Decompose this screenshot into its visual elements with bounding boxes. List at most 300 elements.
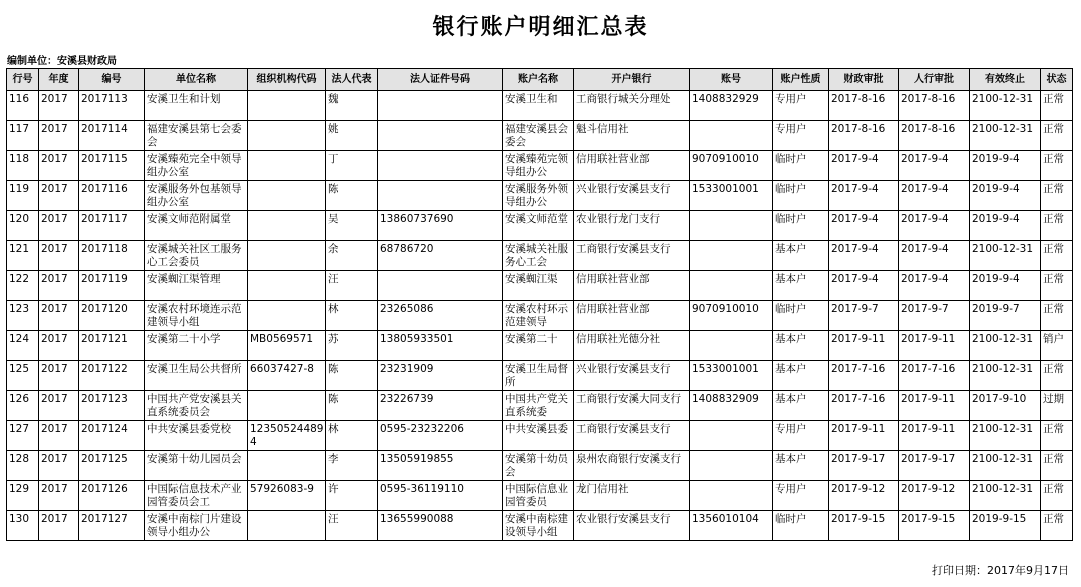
- expiry-cell: [970, 391, 1041, 421]
- legal-id-cell: [378, 451, 503, 481]
- table-row: [7, 151, 1073, 181]
- status-cell-text: 正常: [1043, 273, 1064, 285]
- expiry-cell-text: 2100-12-31: [972, 363, 1034, 375]
- status-cell: [1041, 331, 1073, 361]
- table-row: [7, 121, 1073, 151]
- expiry-cell: [970, 331, 1041, 361]
- bank-cell: [574, 241, 690, 271]
- code-cell: [79, 271, 145, 301]
- table-row: [7, 391, 1073, 421]
- bank-cell: [574, 121, 690, 151]
- row-number-text: 120: [9, 213, 30, 225]
- pboc-approval-cell-text: 2017-8-16: [901, 123, 956, 135]
- account-name-cell: [503, 361, 574, 391]
- column-header: 编号: [79, 69, 145, 91]
- year-cell-text: 2017: [41, 183, 68, 195]
- row-number-text: 127: [9, 423, 30, 435]
- account-number-cell: [690, 241, 773, 271]
- account-number-cell-text: [692, 271, 772, 273]
- legal-id-cell-text: [380, 181, 502, 183]
- bank-cell: [574, 271, 690, 301]
- code-cell-text: 2017119: [81, 273, 128, 285]
- expiry-cell-text: 2019-9-4: [972, 153, 1020, 165]
- org-code-cell: [248, 211, 326, 241]
- pboc-approval-cell-text: 2017-9-15: [901, 513, 956, 525]
- pboc-approval-cell-text: 2017-9-4: [901, 153, 949, 165]
- account-number-cell-text: 1408832929: [692, 93, 759, 105]
- unit-name-cell: [145, 271, 248, 301]
- pboc-approval-cell: [899, 241, 970, 271]
- unit-name-cell-text: 中共安溪县委党校: [147, 423, 231, 435]
- year-cell-text: 2017: [41, 243, 68, 255]
- legal-rep-cell-text: 李: [328, 453, 339, 465]
- finance-approval-cell: [829, 511, 899, 541]
- unit-name-cell: [145, 481, 248, 511]
- unit-name-cell-text: 安溪城关社区工服务心工会委员: [147, 243, 242, 268]
- row-number: [7, 301, 39, 331]
- code-cell: [79, 391, 145, 421]
- status-cell-text: 正常: [1043, 423, 1064, 435]
- code-cell: [79, 91, 145, 121]
- legal-rep-cell: [326, 301, 378, 331]
- account-number-cell-text: 1356010104: [692, 513, 759, 525]
- legal-id-cell-text: 0595-36119110: [380, 483, 464, 495]
- legal-rep-cell-text: 陈: [328, 363, 339, 375]
- account-name-cell: [503, 511, 574, 541]
- column-header: 单位名称: [145, 69, 248, 91]
- legal-id-cell: [378, 361, 503, 391]
- year-cell: [39, 181, 79, 211]
- org-code-cell-text: [250, 211, 325, 213]
- legal-id-cell: [378, 391, 503, 421]
- code-cell: [79, 151, 145, 181]
- bank-cell-text: 兴业银行安溪县支行: [576, 183, 671, 195]
- row-number: [7, 481, 39, 511]
- org-code-cell-text: [250, 271, 325, 273]
- org-code-cell: [248, 271, 326, 301]
- expiry-cell-text: 2019-9-4: [972, 183, 1020, 195]
- row-number-text: 129: [9, 483, 30, 495]
- year-cell: [39, 241, 79, 271]
- pboc-approval-cell-text: 2017-9-11: [901, 333, 956, 345]
- status-cell-text: 正常: [1043, 513, 1064, 525]
- expiry-cell: [970, 271, 1041, 301]
- legal-rep-cell-text: 姚: [328, 123, 339, 135]
- table-row: [7, 91, 1073, 121]
- unit-name-cell-text: 安溪中南棕门片建设领导小组办公: [147, 513, 242, 538]
- pboc-approval-cell: [899, 151, 970, 181]
- column-header: 开户银行: [574, 69, 690, 91]
- row-number-text: 118: [9, 153, 30, 165]
- finance-approval-cell: [829, 211, 899, 241]
- account-number-cell: [690, 91, 773, 121]
- legal-id-cell: [378, 121, 503, 151]
- unit-name-cell-text: 安溪第十幼儿园员会: [147, 453, 242, 465]
- status-cell: [1041, 271, 1073, 301]
- org-code-cell: [248, 121, 326, 151]
- status-cell-text: 销户: [1043, 333, 1064, 345]
- expiry-cell: [970, 481, 1041, 511]
- finance-approval-cell: [829, 271, 899, 301]
- column-header: 状态: [1041, 69, 1073, 91]
- expiry-cell-text: 2017-9-10: [972, 393, 1027, 405]
- table-row: [7, 361, 1073, 391]
- legal-rep-cell-text: 魏: [328, 93, 339, 105]
- expiry-cell: [970, 211, 1041, 241]
- org-code-cell: [248, 91, 326, 121]
- row-number-text: 122: [9, 273, 30, 285]
- unit-name-cell: [145, 421, 248, 451]
- legal-id-cell: [378, 241, 503, 271]
- legal-id-cell: [378, 421, 503, 451]
- year-cell: [39, 211, 79, 241]
- account-number-cell: [690, 451, 773, 481]
- legal-rep-cell-text: 林: [328, 423, 339, 435]
- account-number-cell-text: [692, 241, 772, 243]
- account-number-cell: [690, 271, 773, 301]
- code-cell: [79, 511, 145, 541]
- column-header: 财政审批: [829, 69, 899, 91]
- account-type-cell: [773, 391, 829, 421]
- org-code-cell-text: MB0569571: [250, 333, 314, 345]
- pboc-approval-cell-text: 2017-9-4: [901, 213, 949, 225]
- account-type-cell-text: 专用户: [775, 483, 807, 495]
- pboc-approval-cell: [899, 91, 970, 121]
- row-number: [7, 391, 39, 421]
- finance-approval-cell: [829, 301, 899, 331]
- row-number: [7, 181, 39, 211]
- legal-id-cell-text: [380, 121, 502, 123]
- account-type-cell: [773, 451, 829, 481]
- row-number: [7, 121, 39, 151]
- account-type-cell-text: 基本户: [775, 243, 807, 255]
- bank-cell: [574, 301, 690, 331]
- bank-cell-text: 魁斗信用社: [576, 123, 629, 135]
- unit-name-cell: [145, 121, 248, 151]
- account-name-cell-text: 安溪蜘江渠: [505, 273, 558, 285]
- column-header: 有效终止: [970, 69, 1041, 91]
- org-code-cell-text: [250, 511, 325, 513]
- status-cell: [1041, 511, 1073, 541]
- legal-rep-cell-text: 陈: [328, 393, 339, 405]
- org-code-cell-text: [250, 391, 325, 393]
- unit-name-cell-text: 安溪蜘江渠管理: [147, 273, 221, 285]
- finance-approval-cell-text: 2017-9-4: [831, 213, 879, 225]
- account-number-cell-text: 1408832909: [692, 393, 759, 405]
- expiry-cell-text: 2100-12-31: [972, 483, 1034, 495]
- finance-approval-cell-text: 2017-9-4: [831, 243, 879, 255]
- account-number-cell: [690, 211, 773, 241]
- account-type-cell: [773, 331, 829, 361]
- status-cell-text: 正常: [1043, 93, 1064, 105]
- account-type-cell-text: 基本户: [775, 393, 807, 405]
- account-number-cell: [690, 301, 773, 331]
- org-code-cell-text: [250, 91, 325, 93]
- status-cell: [1041, 391, 1073, 421]
- account-number-cell: [690, 361, 773, 391]
- pboc-approval-cell: [899, 391, 970, 421]
- year-cell: [39, 151, 79, 181]
- unit-name-cell-text: 安溪卫生和计划: [147, 93, 221, 105]
- account-name-cell: [503, 451, 574, 481]
- year-cell: [39, 421, 79, 451]
- expiry-cell: [970, 451, 1041, 481]
- row-number-text: 125: [9, 363, 30, 375]
- code-cell-text: 2017127: [81, 513, 128, 525]
- code-cell-text: 2017122: [81, 363, 128, 375]
- table-row: [7, 181, 1073, 211]
- column-header: 人行审批: [899, 69, 970, 91]
- unit-name-cell-text: 中国共产党安溪县关直系统委员会: [147, 393, 242, 418]
- bank-cell: [574, 511, 690, 541]
- bank-cell-text: 信用联社营业部: [576, 153, 650, 165]
- year-cell-text: 2017: [41, 333, 68, 345]
- row-number: [7, 151, 39, 181]
- status-cell: [1041, 151, 1073, 181]
- pboc-approval-cell-text: 2017-9-17: [901, 453, 956, 465]
- expiry-cell-text: 2100-12-31: [972, 453, 1034, 465]
- pboc-approval-cell-text: 2017-9-7: [901, 303, 949, 315]
- account-type-cell: [773, 421, 829, 451]
- account-number-cell-text: [692, 421, 772, 423]
- pboc-approval-cell: [899, 331, 970, 361]
- finance-approval-cell-text: 2017-9-11: [831, 333, 886, 345]
- column-header: 行号: [7, 69, 39, 91]
- pboc-approval-cell-text: 2017-7-16: [901, 363, 956, 375]
- bank-cell-text: 农业银行安溪县支行: [576, 513, 671, 525]
- code-cell-text: 2017121: [81, 333, 128, 345]
- unit-name-cell: [145, 451, 248, 481]
- account-type-cell: [773, 301, 829, 331]
- finance-approval-cell: [829, 151, 899, 181]
- legal-rep-cell-text: 余: [328, 243, 339, 255]
- expiry-cell: [970, 241, 1041, 271]
- account-name-cell-text: 安溪第十幼员会: [505, 453, 568, 478]
- row-number: [7, 361, 39, 391]
- account-name-cell: [503, 181, 574, 211]
- pboc-approval-cell: [899, 301, 970, 331]
- status-cell-text: 正常: [1043, 453, 1064, 465]
- pboc-approval-cell: [899, 121, 970, 151]
- org-code-cell: [248, 421, 326, 451]
- account-type-cell-text: 临时户: [775, 153, 807, 165]
- finance-approval-cell: [829, 91, 899, 121]
- legal-id-cell-text: 23265086: [380, 303, 434, 315]
- legal-rep-cell: [326, 241, 378, 271]
- row-number: [7, 511, 39, 541]
- column-header: 组织机构代码: [248, 69, 326, 91]
- org-code-cell-text: 123505244894: [250, 423, 324, 448]
- finance-approval-cell: [829, 361, 899, 391]
- legal-rep-cell: [326, 481, 378, 511]
- pboc-approval-cell-text: 2017-9-11: [901, 393, 956, 405]
- column-header: 账户性质: [773, 69, 829, 91]
- account-number-cell: [690, 391, 773, 421]
- account-name-cell-text: 中共安溪县委: [505, 423, 568, 435]
- unit-name-cell: [145, 391, 248, 421]
- account-name-cell-text: 安溪文师范堂: [505, 213, 568, 225]
- account-name-cell-text: 中国共产党关直系统委: [505, 393, 568, 418]
- row-number: [7, 91, 39, 121]
- year-cell: [39, 511, 79, 541]
- org-code-cell: [248, 391, 326, 421]
- account-number-cell-text: 1533001001: [692, 363, 759, 375]
- table-row: [7, 481, 1073, 511]
- org-code-cell: [248, 241, 326, 271]
- legal-id-cell: [378, 511, 503, 541]
- status-cell: [1041, 241, 1073, 271]
- finance-approval-cell-text: 2017-9-7: [831, 303, 879, 315]
- status-cell-text: 正常: [1043, 153, 1064, 165]
- pboc-approval-cell-text: 2017-9-11: [901, 423, 956, 435]
- status-cell-text: 正常: [1043, 123, 1064, 135]
- code-cell-text: 2017126: [81, 483, 128, 495]
- account-detail-table: [6, 68, 1073, 541]
- pboc-approval-cell-text: 2017-9-12: [901, 483, 956, 495]
- finance-approval-cell-text: 2017-9-17: [831, 453, 886, 465]
- account-name-cell-text: 安溪服务外领导组办公: [505, 183, 568, 208]
- unit-name-cell: [145, 511, 248, 541]
- account-number-cell-text: [692, 481, 772, 483]
- legal-rep-cell: [326, 391, 378, 421]
- account-number-cell: [690, 481, 773, 511]
- legal-rep-cell-text: 吴: [328, 213, 339, 225]
- bank-cell: [574, 481, 690, 511]
- status-cell: [1041, 481, 1073, 511]
- account-type-cell: [773, 511, 829, 541]
- column-header: 账户名称: [503, 69, 574, 91]
- finance-approval-cell-text: 2017-9-4: [831, 183, 879, 195]
- unit-name-cell: [145, 151, 248, 181]
- account-name-cell: [503, 421, 574, 451]
- org-code-cell: [248, 301, 326, 331]
- year-cell-text: 2017: [41, 483, 68, 495]
- legal-id-cell: [378, 181, 503, 211]
- account-type-cell-text: 临时户: [775, 213, 807, 225]
- org-code-cell: [248, 151, 326, 181]
- expiry-cell: [970, 181, 1041, 211]
- table-row: [7, 511, 1073, 541]
- row-number-text: 116: [9, 93, 30, 105]
- org-code-cell: [248, 331, 326, 361]
- pboc-approval-cell: [899, 181, 970, 211]
- account-type-cell: [773, 361, 829, 391]
- account-name-cell: [503, 151, 574, 181]
- account-name-cell-text: 安溪卫生和: [505, 93, 558, 105]
- unit-name-cell: [145, 91, 248, 121]
- pboc-approval-cell-text: 2017-9-4: [901, 183, 949, 195]
- org-code-cell: [248, 181, 326, 211]
- unit-name-cell-text: 安溪农村环境连示范建领导小组: [147, 303, 242, 328]
- year-cell-text: 2017: [41, 393, 68, 405]
- unit-name-cell-text: 福建安溪县第七会委会: [147, 123, 242, 148]
- year-cell: [39, 301, 79, 331]
- finance-approval-cell-text: 2017-9-15: [831, 513, 886, 525]
- year-cell-text: 2017: [41, 453, 68, 465]
- expiry-cell-text: 2100-12-31: [972, 333, 1034, 345]
- pboc-approval-cell-text: 2017-9-4: [901, 243, 949, 255]
- account-number-cell-text: [692, 121, 772, 123]
- legal-rep-cell: [326, 181, 378, 211]
- account-type-cell-text: 临时户: [775, 513, 807, 525]
- legal-id-cell: [378, 481, 503, 511]
- bank-cell: [574, 331, 690, 361]
- account-name-cell: [503, 241, 574, 271]
- org-code-cell: [248, 451, 326, 481]
- finance-approval-cell-text: 2017-8-16: [831, 93, 886, 105]
- finance-approval-cell-text: 2017-7-16: [831, 363, 886, 375]
- legal-id-cell: [378, 91, 503, 121]
- org-code-cell-text: [250, 451, 325, 453]
- legal-id-cell-text: 13805933501: [380, 333, 454, 345]
- expiry-cell-text: 2100-12-31: [972, 93, 1034, 105]
- code-cell-text: 2017118: [81, 243, 128, 255]
- pboc-approval-cell: [899, 511, 970, 541]
- status-cell: [1041, 451, 1073, 481]
- bank-cell: [574, 391, 690, 421]
- status-cell: [1041, 121, 1073, 151]
- status-cell: [1041, 361, 1073, 391]
- table-row: [7, 421, 1073, 451]
- status-cell: [1041, 211, 1073, 241]
- expiry-cell: [970, 121, 1041, 151]
- legal-id-cell-text: 23226739: [380, 393, 434, 405]
- code-cell: [79, 451, 145, 481]
- account-name-cell-text: 安溪卫生局督所: [505, 363, 568, 388]
- table-row: [7, 301, 1073, 331]
- account-type-cell: [773, 151, 829, 181]
- row-number: [7, 451, 39, 481]
- row-number-text: 130: [9, 513, 30, 525]
- legal-rep-cell-text: 林: [328, 303, 339, 315]
- bank-cell: [574, 151, 690, 181]
- legal-id-cell-text: 23231909: [380, 363, 434, 375]
- column-header: 法人证件号码: [378, 69, 503, 91]
- account-number-cell: [690, 121, 773, 151]
- column-header: 账号: [690, 69, 773, 91]
- year-cell-text: 2017: [41, 93, 68, 105]
- account-type-cell-text: 基本户: [775, 363, 807, 375]
- table-row: [7, 271, 1073, 301]
- compiling-unit: 编制单位：安溪县财政局: [7, 56, 117, 67]
- finance-approval-cell-text: 2017-9-4: [831, 273, 879, 285]
- expiry-cell: [970, 511, 1041, 541]
- unit-name-cell: [145, 241, 248, 271]
- status-cell-text: 正常: [1043, 183, 1064, 195]
- account-name-cell-text: 福建安溪县会委会: [505, 123, 568, 148]
- code-cell-text: 2017115: [81, 153, 128, 165]
- org-code-cell-text: [250, 181, 325, 183]
- bank-cell: [574, 211, 690, 241]
- legal-id-cell-text: 0595-23232206: [380, 423, 464, 435]
- legal-rep-cell: [326, 121, 378, 151]
- code-cell: [79, 181, 145, 211]
- code-cell: [79, 211, 145, 241]
- org-code-cell: [248, 481, 326, 511]
- account-type-cell: [773, 271, 829, 301]
- account-name-cell: [503, 391, 574, 421]
- account-name-cell-text: 安溪中南棕建设领导小组: [505, 513, 568, 538]
- code-cell: [79, 121, 145, 151]
- legal-rep-cell-text: 汪: [328, 513, 339, 525]
- account-type-cell: [773, 181, 829, 211]
- finance-approval-cell: [829, 121, 899, 151]
- code-cell: [79, 421, 145, 451]
- finance-approval-cell-text: 2017-8-16: [831, 123, 886, 135]
- status-cell-text: 正常: [1043, 243, 1064, 255]
- account-type-cell: [773, 481, 829, 511]
- code-cell-text: 2017114: [81, 123, 128, 135]
